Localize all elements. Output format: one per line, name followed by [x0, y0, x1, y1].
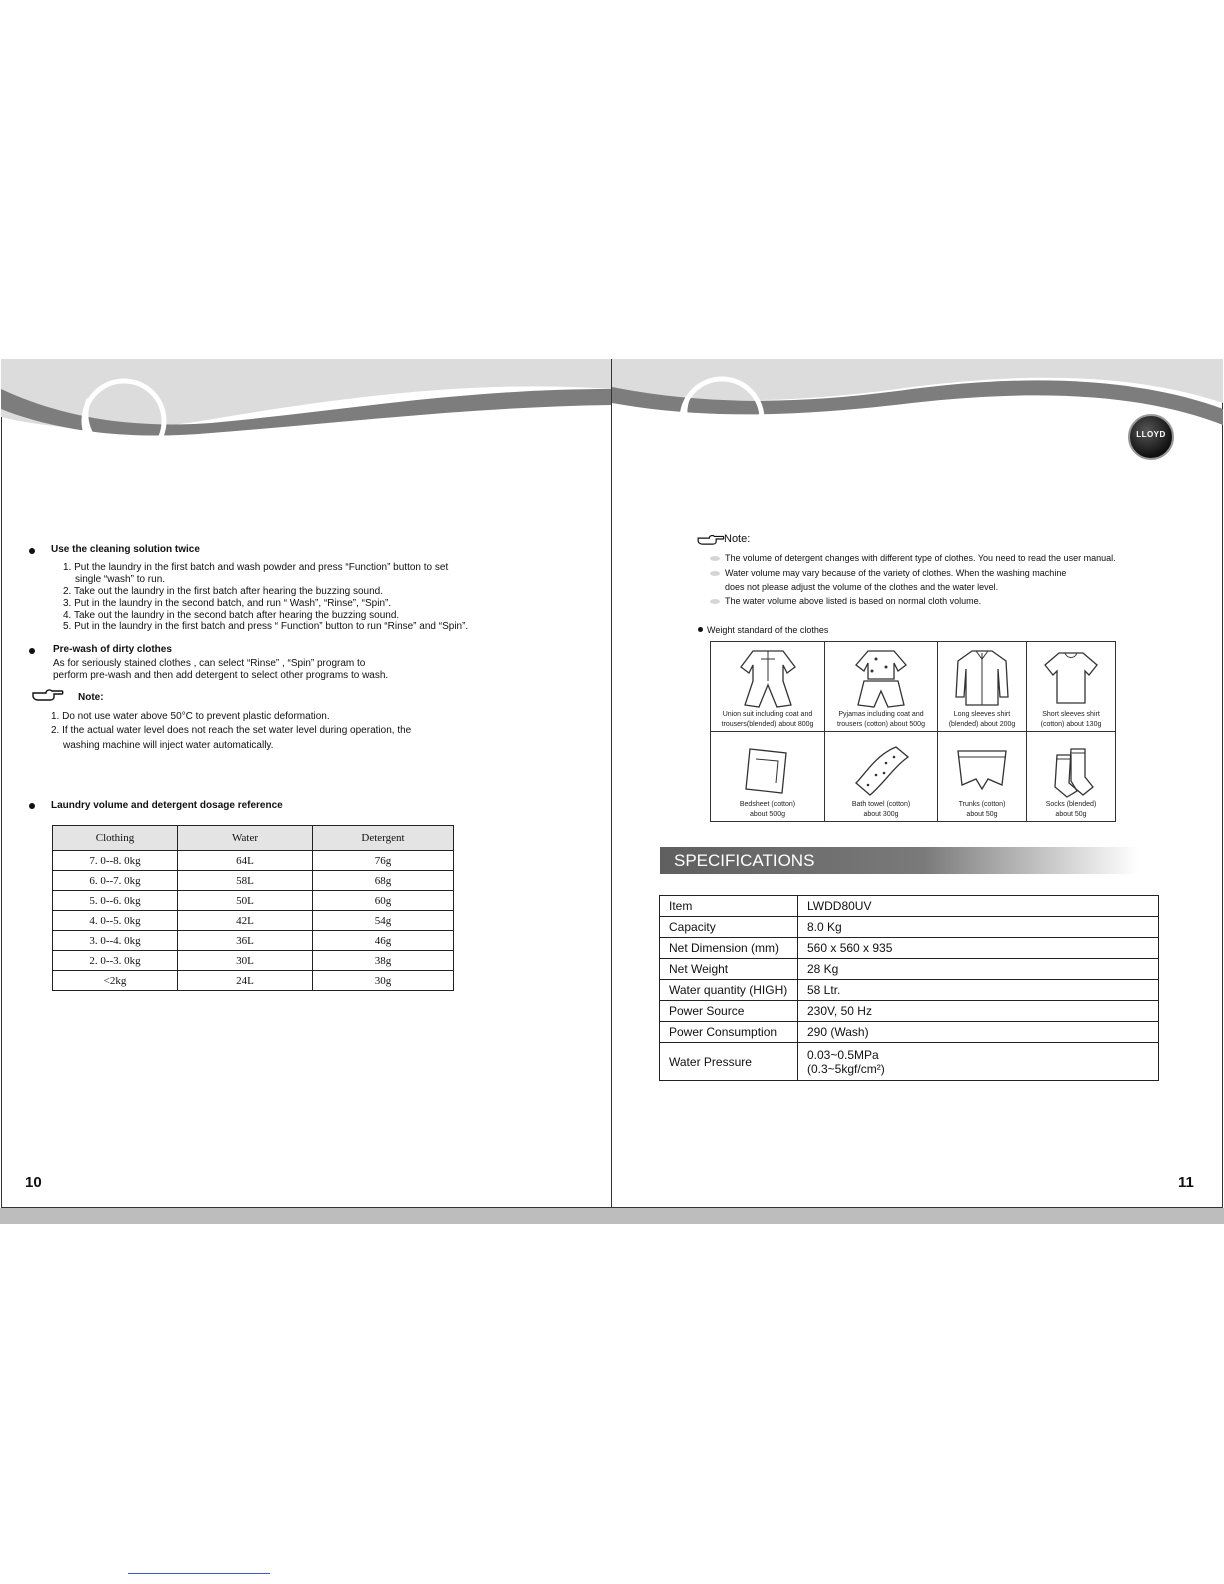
- clothes-weight-grid: [710, 641, 1116, 822]
- dosage-table: [52, 825, 454, 991]
- section-heading-prewash: Pre-wash of dirty clothes: [53, 644, 172, 655]
- table-row: [53, 971, 454, 991]
- table-row: [53, 911, 454, 931]
- bullet: [29, 803, 35, 809]
- union-suit-icon: [733, 647, 803, 709]
- note-bullet: [710, 599, 720, 604]
- table-cell: 6. 0--7. 0kg: [53, 871, 178, 891]
- note-line: 2. If the actual water level does not reach the set water level during operation, the: [51, 725, 412, 736]
- section-heading-dosage: Laundry volume and detergent dosage reference: [51, 800, 283, 811]
- note-label: Note:: [78, 692, 104, 703]
- note-bullet: [710, 556, 720, 561]
- clothes-caption: trousers (cotton) about 500g: [837, 721, 925, 728]
- clothes-cell: [1027, 642, 1116, 732]
- spec-row: [660, 938, 1159, 959]
- note-line: does not please adjust the volume of the clothes and the water level.: [725, 582, 999, 592]
- note-line: 1. Do not use water above 50°C to prevent plastic deformation.: [51, 711, 330, 722]
- header-swoosh-left: [1, 359, 611, 469]
- note-label: Note:: [724, 533, 751, 545]
- spec-value: 290 (Wash): [798, 1022, 1159, 1043]
- column-header: Clothing: [53, 826, 178, 851]
- table-cell: 76g: [313, 851, 454, 871]
- clothes-cell: [825, 642, 938, 732]
- step-line: 3. Put in the laundry in the second batch, and run “ Wash”, “Rinse”, “Spin”.: [63, 598, 392, 609]
- bullet: [698, 627, 703, 632]
- spec-row: [660, 917, 1159, 938]
- table-cell: 2. 0--3. 0kg: [53, 951, 178, 971]
- bedsheet-icon: [738, 743, 798, 799]
- clothes-caption: Short sleeves shirt: [1042, 711, 1100, 718]
- table-cell: 58L: [178, 871, 313, 891]
- bullet: [29, 648, 35, 654]
- bath-towel-icon: [846, 743, 916, 799]
- table-cell: 38g: [313, 951, 454, 971]
- spec-value: 58 Ltr.: [798, 980, 1159, 1001]
- step-line: 2. Take out the laundry in the first batch after hearing the buzzing sound.: [63, 586, 384, 597]
- prewash-line: perform pre-wash and then add detergent to select other programs to wash.: [53, 670, 389, 681]
- section-heading-cleaning: Use the cleaning solution twice: [51, 544, 200, 555]
- specifications-banner: SPECIFICATIONS: [660, 847, 1138, 874]
- spec-value-line: (0.3~5kgf/cm²): [807, 1061, 885, 1076]
- clothes-caption: trousers(blended) about 800g: [721, 721, 814, 728]
- table-row: [53, 931, 454, 951]
- table-header-row: [53, 826, 454, 851]
- short-sleeve-shirt-icon: [1041, 647, 1101, 709]
- footer-bar: [0, 1208, 1224, 1224]
- pyjamas-icon: [846, 647, 916, 709]
- table-row: [53, 871, 454, 891]
- clothes-cell: [938, 732, 1027, 822]
- right-page: [612, 359, 1223, 1208]
- spec-row: [660, 959, 1159, 980]
- spec-label: Water Pressure: [660, 1043, 798, 1081]
- table-cell: 3. 0--4. 0kg: [53, 931, 178, 951]
- spec-value: 28 Kg: [798, 959, 1159, 980]
- spec-label: Capacity: [660, 917, 798, 938]
- clothes-caption: Trunks (cotton): [958, 801, 1006, 808]
- table-cell: 4. 0--5. 0kg: [53, 911, 178, 931]
- header-swoosh-right: [612, 359, 1223, 469]
- pointing-hand-icon: [697, 533, 725, 545]
- clothes-caption: about 50g: [1055, 811, 1087, 818]
- table-cell: 64L: [178, 851, 313, 871]
- spec-label: Item: [660, 896, 798, 917]
- clothes-caption: Bedsheet (cotton): [739, 801, 796, 808]
- clothes-caption: Pyjamas including coat and: [838, 711, 924, 718]
- step-line: 4. Take out the laundry in the second batch after hearing the buzzing sound.: [63, 610, 400, 621]
- spec-value: [798, 1043, 1159, 1081]
- table-cell: 42L: [178, 911, 313, 931]
- clothes-caption: about 50g: [966, 811, 998, 818]
- page-number: 10: [25, 1174, 42, 1191]
- spec-value: 560 x 560 x 935: [798, 938, 1159, 959]
- table-row: [53, 851, 454, 871]
- clothes-caption: Bath towel (cotton): [851, 801, 911, 808]
- step-line: single “wash” to run.: [75, 574, 166, 585]
- spec-label: Net Weight: [660, 959, 798, 980]
- spec-label: Net Dimension (mm): [660, 938, 798, 959]
- spec-row: [660, 1043, 1159, 1081]
- long-sleeve-shirt-icon: [952, 647, 1012, 709]
- table-cell: <2kg: [53, 971, 178, 991]
- column-header: Detergent: [313, 826, 454, 851]
- table-row: [53, 891, 454, 911]
- clothes-caption: Long sleeves shirt: [953, 711, 1011, 718]
- spec-value: LWDD80UV: [798, 896, 1159, 917]
- spec-label: Power Source: [660, 1001, 798, 1022]
- clothes-cell: [938, 642, 1027, 732]
- spec-label: Water quantity (HIGH): [660, 980, 798, 1001]
- note-bullet: [710, 571, 720, 576]
- table-cell: 36L: [178, 931, 313, 951]
- note-line: Water volume may vary because of the variety of clothes. When the washing machine: [725, 568, 1067, 578]
- spec-row: [660, 896, 1159, 917]
- table-cell: 68g: [313, 871, 454, 891]
- clothes-cell: [711, 642, 825, 732]
- table-cell: 24L: [178, 971, 313, 991]
- step-line: 1. Put the laundry in the first batch and wash powder and press “Function” button to set: [63, 562, 449, 573]
- table-cell: 54g: [313, 911, 454, 931]
- trunks-icon: [952, 743, 1012, 799]
- note-line: The volume of detergent changes with different type of clothes. You need to read the user manual.: [725, 553, 1116, 563]
- table-cell: 5. 0--6. 0kg: [53, 891, 178, 911]
- bottom-underline: [128, 1573, 270, 1574]
- spec-row: [660, 980, 1159, 1001]
- clothes-caption: Socks (blended): [1045, 801, 1097, 808]
- clothes-cell: [1027, 732, 1116, 822]
- table-cell: 46g: [313, 931, 454, 951]
- column-header: Water: [178, 826, 313, 851]
- spec-row: [660, 1022, 1159, 1043]
- spec-value-line: 0.03~0.5MPa: [807, 1047, 879, 1062]
- prewash-line: As for seriously stained clothes , can select “Rinse” , “Spin” program to: [53, 658, 366, 669]
- socks-icon: [1041, 743, 1101, 799]
- clothes-cell: [825, 732, 938, 822]
- spec-row: [660, 1001, 1159, 1022]
- left-page: [1, 359, 611, 1208]
- spec-value: 8.0 Kg: [798, 917, 1159, 938]
- bullet: [29, 548, 35, 554]
- table-cell: 30g: [313, 971, 454, 991]
- page-number: 11: [1178, 1174, 1194, 1191]
- weight-standard-heading: Weight standard of the clothes: [707, 625, 829, 635]
- clothes-caption: about 500g: [749, 811, 786, 818]
- pointing-hand-icon: [32, 687, 64, 701]
- clothes-caption: Union suit including coat and: [722, 711, 813, 718]
- table-cell: 7. 0--8. 0kg: [53, 851, 178, 871]
- clothes-cell: [711, 732, 825, 822]
- note-line: The water volume above listed is based on normal cloth volume.: [725, 596, 982, 606]
- table-cell: 60g: [313, 891, 454, 911]
- clothes-caption: (cotton) about 130g: [1040, 721, 1102, 728]
- clothes-caption: (blended) about 200g: [948, 721, 1016, 728]
- brand-logo-text: LLOYD: [1136, 430, 1166, 439]
- clothes-caption: about 300g: [863, 811, 899, 818]
- specifications-table: [659, 895, 1159, 1081]
- table-cell: 30L: [178, 951, 313, 971]
- spec-value: 230V, 50 Hz: [798, 1001, 1159, 1022]
- spec-label: Power Consumption: [660, 1022, 798, 1043]
- note-line: washing machine will inject water automatically.: [63, 740, 274, 751]
- table-cell: 50L: [178, 891, 313, 911]
- table-row: [53, 951, 454, 971]
- step-line: 5. Put in the laundry in the first batch and press “ Function” button to run “Rinse” and “Spin”.: [63, 621, 469, 632]
